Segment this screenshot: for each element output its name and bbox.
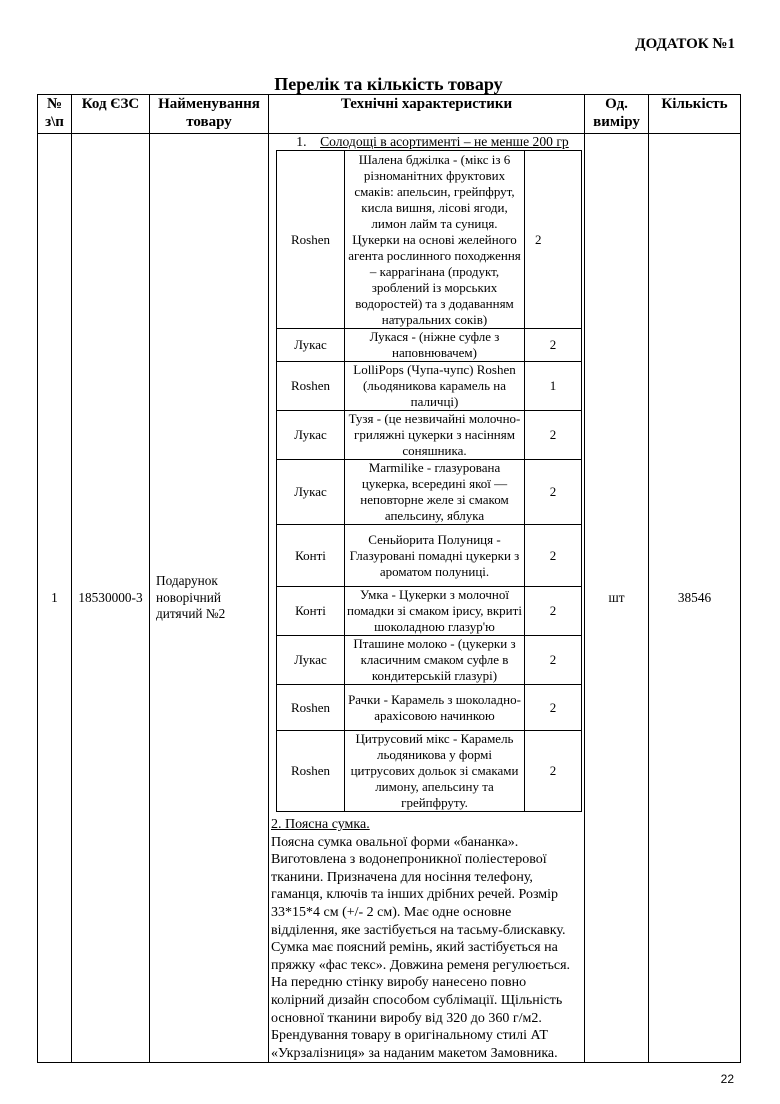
- sweet-row: [277, 329, 582, 362]
- page-title: Перелік та кількість товару: [274, 74, 503, 94]
- sweet-qty: 2: [525, 587, 582, 636]
- sweet-row: [277, 525, 582, 587]
- sweet-row: [277, 731, 582, 812]
- row-specs: [269, 134, 585, 1063]
- sweet-brand: Roshen: [277, 362, 345, 411]
- sweet-brand: Roshen: [277, 151, 345, 329]
- sweet-row: [277, 151, 582, 329]
- page-number: 22: [720, 1072, 734, 1086]
- sweet-qty: 2: [525, 151, 582, 329]
- appendix-label: ДОДАТОК №1: [635, 36, 735, 52]
- sweet-row: [277, 460, 582, 525]
- sweet-row: [277, 411, 582, 460]
- header-specs: Технічні характеристики: [269, 95, 585, 134]
- sweet-description: Лукася - (ніжне суфле з наповнювачем): [345, 329, 525, 362]
- sweet-qty: 2: [525, 731, 582, 812]
- sweet-brand: Лукас: [277, 460, 345, 525]
- goods-table: [37, 94, 741, 1063]
- sweet-description: Сеньйорита Полуниця - Глазуровані помадні цукерки з ароматом полуниці.: [345, 525, 525, 587]
- sweet-description: Marmilike - глазурована цукерка, всередині якої — неповторне желе зі смаком апельсину, яблука: [345, 460, 525, 525]
- sweet-description: Шалена бджілка - (мікс із 6 різноманітних фруктових смаків: апельсин, грейпфрут, кисла вишня, лісові ягоди, лимон лайм та суниця. Цукерки на основі желейного агента рослинного походження – каррагінана (продукт, зроблений із морських водоростей) та з додаванням натуральних соків): [345, 151, 525, 329]
- sweet-brand: Лукас: [277, 636, 345, 685]
- sweet-qty: 2: [525, 685, 582, 731]
- sweet-brand: Roshen: [277, 731, 345, 812]
- sweet-qty: 2: [525, 460, 582, 525]
- header-num: № з\п: [38, 95, 72, 134]
- row-num: 1: [38, 134, 72, 1063]
- row-unit: шт: [585, 134, 649, 1063]
- sweet-brand: Конті: [277, 587, 345, 636]
- sweet-row: [277, 587, 582, 636]
- sweet-description: Цитрусовий мікс - Карамель льодяникова у формі цитрусових дольок зі смаками лимону, апельсину та грейпфруту.: [345, 731, 525, 812]
- sweet-brand: Лукас: [277, 411, 345, 460]
- sweet-brand: Лукас: [277, 329, 345, 362]
- header-unit: Од. виміру: [585, 95, 649, 134]
- sweets-table: [276, 150, 582, 812]
- section1-number: 1.: [296, 134, 307, 149]
- header-row: [38, 95, 741, 134]
- section2-branding: Брендування товару в оригінальному стилі АТ «Укрзалізниця» за наданим макетом Замовника.: [271, 1028, 558, 1061]
- row-qty: 38546: [649, 134, 741, 1063]
- sweet-qty: 2: [525, 329, 582, 362]
- sweet-description: LolliPops (Чупа-чупс) Roshen (льодяникова карамель на паличці): [345, 362, 525, 411]
- sweet-qty: 1: [525, 362, 582, 411]
- sweet-row: [277, 636, 582, 685]
- sweet-description: Тузя - (це незвичайні молочно-гриляжні цукерки з насінням соняшника.: [345, 411, 525, 460]
- sweet-description: Пташине молоко - (цукерки з класичним смаком суфле в кондитерській глазурі): [345, 636, 525, 685]
- sweet-qty: 2: [525, 525, 582, 587]
- section1-heading: [281, 134, 584, 150]
- sweet-qty: 2: [525, 411, 582, 460]
- sweet-qty: 2: [525, 636, 582, 685]
- section1-title: Солодощі в асортименті – не менше 200 гр: [320, 134, 569, 149]
- header-name: Найменування товару: [150, 95, 269, 134]
- section2: [271, 816, 584, 1062]
- sweet-row: [277, 685, 582, 731]
- sweet-description: Рачки - Карамель з шоколадно-арахісовою начинкою: [345, 685, 525, 731]
- header-code: Код ЄЗС: [72, 95, 150, 134]
- sweet-row: [277, 362, 582, 411]
- section2-title: 2. Поясна сумка.: [271, 817, 370, 832]
- row-code: 18530000-3: [72, 134, 150, 1063]
- sweet-brand: Roshen: [277, 685, 345, 731]
- section2-text: Поясна сумка овальної форми «бананка». Виготовлена з водонепроникної поліестерової тканини. Призначена для носіння телефону, гаманця, ключів та інших дрібних речей. Розмір 33*15*4 см (+/- 2 см). Має одне основне відділення, яке застібується на тасьму-блискавку. Сумка має поясний ремінь, який застібується на пряжку «фас текс». Довжина ременя регулюється. На передню стінку виробу нанесено повно колірний дизайн способом сублімації. Щільність основної тканини виробу від 320 до 360 г/м2.: [271, 834, 571, 1026]
- header-qty: Кількість: [649, 95, 741, 134]
- sweet-brand: Конті: [277, 525, 345, 587]
- table-row: [38, 134, 741, 1063]
- row-name: Подарунок новорічний дитячий №2: [150, 134, 269, 1063]
- sweet-description: Умка - Цукерки з молочної помадки зі смаком ірису, вкриті шоколадною глазур'ю: [345, 587, 525, 636]
